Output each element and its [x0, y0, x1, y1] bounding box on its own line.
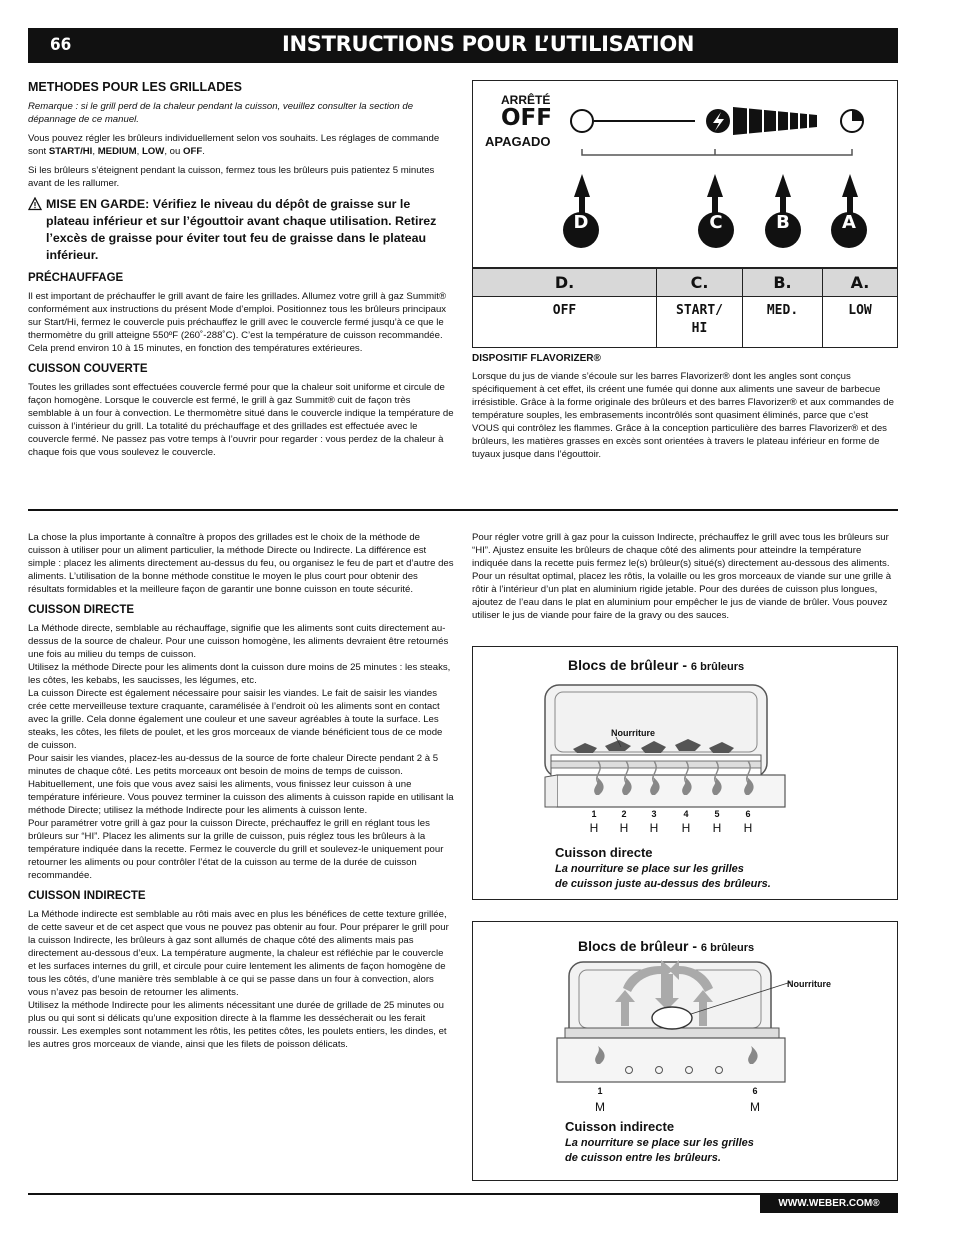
indirect-setup-text: Pour régler votre grill à gaz pour la cuisson Indirecte, préchauffez le grill avec tous les brûleurs sur “HI”. Ajustez ensuite les brûleurs de chaque côté des aliments pour atteindre la température indiquée dans la recette puis fermez le(s) brûleur(s) situé(s) directement au-dessous des aliments. Pour un résultat optimal, placez les rôtis, la volaille ou les gros morceaux de viande sur une grille à rôtir à l’intérieur d’un plat en aluminium rigide jetable. Pour des durées de cuisson plus longues, ajoutez de l’eau dans le plat en aluminium pour empêcher le jus de viande de brûler. Vous pouvez utiliser le jus de viande pour faire de la gravy ou des sauces.: [472, 532, 892, 621]
burners-out-paragraph: Si les brûleurs s’éteignent pendant la cuisson, fermez tous les brûleurs puis patientez 5 minutes avant de les rallumer.: [28, 165, 435, 189]
burner-settings-paragraph: Vous pouvez régler les brûleurs individuellement selon vos souhaits. Les réglages de commande sont START/HI, MEDIUM, LOW, ou OFF.: [28, 133, 440, 157]
table-header-a: A.: [823, 269, 898, 297]
table-cell-d: OFF: [473, 297, 657, 348]
direct-burner-6: 6: [745, 809, 751, 819]
table-header-d: D.: [473, 269, 657, 297]
indirect-cooking-diagram: [472, 921, 898, 1181]
indirect-setting-1: M: [595, 1100, 605, 1114]
cooking-methods-section: [28, 531, 454, 1057]
grilling-methods-heading: METHODES POUR LES GRILLADES: [28, 80, 242, 94]
direct-burner-1: 1: [591, 809, 597, 819]
indirect-subcaption-1: La nourriture se place sur les grilles: [565, 1137, 754, 1149]
footer-url[interactable]: WWW.WEBER.COM®: [760, 1195, 898, 1213]
table-row: [473, 297, 898, 348]
indirect-cooking-text: La Méthode indirecte est semblable au rôti mais avec en plus les bénéfices de cette texture grillée, de cette saveur et de cet aspect que vous ne pouvez pas obtenir au four. Pour préparer le grill pour la cuisson Indirecte, les brûleurs à gaz sont allumés de chaque côté des aliments mais pas directement au-dessous d’eux. La température augmente, la chaleur est réfléchie par le couvercle et les surfaces internes du grill, et circule pour cuire lentement les aliments de façon homogène de tous les côtés, d’une manière très semblable à ce qui se passe dans un four à convection, alors vous n’avez pas besoin de retourner les aliments. Utilisez la méthode Indirecte pour les aliments nécessitant une durée de grillade de 25 minutes ou plus ou qui sont si délicats qu’une exposition directe à la flamme les dessécherait ou les ferait roussir. Les exemples sont notamment les rôtis, les petites côtes, les poulets entiers, les dindes, et les autres gros morceaux de viande, ainsi que les filets de poisson délicats.: [28, 909, 449, 1050]
direct-subcaption-2: de cuisson juste au-dessus des brûleurs.: [555, 878, 771, 890]
direct-food-label: Nourriture: [611, 728, 656, 738]
flavorizer-section: [472, 353, 898, 467]
marker-c-label: C: [709, 212, 723, 233]
warning-text: MISE EN GARDE: Vérifiez le niveau du dépôt de graisse sur le plateau inférieur et sur l’égouttoir avant chaque utilisation. Retirez l’excès de graisse pour éviter tout feu de graisse dans le plateau inférieur.: [46, 197, 437, 262]
control-settings-table: [472, 268, 898, 348]
page-number: 66: [50, 35, 72, 55]
direct-setting-1: H: [589, 821, 599, 835]
control-knob-illustration: [472, 80, 898, 268]
apagado-label: APAGADO: [485, 134, 551, 149]
methods-intro: La chose la plus importante à connaître à propos des grillades est le choix de la méthode de cuisson à utiliser pour un aliment particulier, la méthode Directe ou Indirecte. La différence est simple : placez les aliments directement au-dessus du feu, ou organisez le feu de part et d’autre des aliments. L’utilisation de la bonne méthode constitue le moyen le plus court pour obtenir des résultats formidables et la meilleure façon de garantir une bonne cuisson en toute sécurité.: [28, 532, 454, 595]
marker-b-label: B: [776, 212, 790, 233]
off-label: OFF: [501, 105, 552, 131]
direct-setting-5: H: [712, 821, 722, 835]
table-cell-a: LOW: [823, 297, 898, 348]
indirect-diagram-title: Blocs de brûleur - 6 brûleurs: [578, 938, 755, 954]
indirect-setting-6: M: [750, 1100, 760, 1114]
covered-cooking-heading: CUISSON COUVERTE: [28, 363, 148, 375]
header-bar: [28, 28, 898, 63]
direct-burner-2: 2: [621, 809, 627, 819]
direct-setting-3: H: [649, 821, 659, 835]
direct-subcaption-1: La nourriture se place sur les grilles: [555, 863, 744, 875]
direct-burner-4: 4: [683, 809, 689, 819]
direct-setting-6: H: [743, 821, 753, 835]
grease-warning: [28, 196, 454, 264]
marker-d-label: D: [573, 212, 589, 233]
direct-burner-3: 3: [651, 809, 657, 819]
marker-a-label: A: [842, 212, 856, 233]
direct-cooking-diagram: [472, 646, 898, 900]
warning-icon: [28, 197, 42, 211]
preheat-text: Il est important de préchauffer le grill avant de faire les grillades. Allumez votre grill à gaz Summit® conformément aux instructions du présent Mode d’emploi. Positionnez tous les brûleurs principaux sur Start/Hi, fermez le couvercle puis préchauffez le grill avec le couvercle fermé jusqu’à ce que le thermomètre du grill atteigne 550ºF (260˚-288˚C). C’est la température de cuisson recommandée. Cela prend environ 10 à 15 minutes, en fonction des températures extérieures.: [28, 291, 447, 354]
table-header-row: [473, 269, 898, 297]
flavorizer-text: Lorsque du jus de viande s’écoule sur les barres Flavorizer® dont les angles sont conçus spécifiquement à cet effet, ils créent une fumée qui donne aux aliments une saveur de barbecue irrésistible. Grâce à la forme originale des brûleurs et des barres Flavorizer® et aux commandes de température souples, les embrasements incontrôlés sont quasiment éliminés, parce que c’est VOUS qui contrôlez les flammes. Grâce à la conception particulière des barres Flavorizer® et des brûleurs, les matières grasses en excès sont orientées à travers le plateau inférieur en forme de tuyaux jusque dans l’égouttoir.: [472, 371, 894, 460]
indirect-subcaption-2: de cuisson entre les brûleurs.: [565, 1152, 721, 1164]
grilling-methods-section: [28, 80, 454, 465]
direct-burner-5: 5: [714, 809, 720, 819]
direct-diagram-title: Blocs de brûleur - 6 brûleurs: [568, 657, 745, 673]
table-cell-c: START/ HI: [657, 297, 743, 348]
page-title: INSTRUCTIONS POUR L’UTILISATION: [282, 32, 695, 56]
direct-cooking-heading: CUISSON DIRECTE: [28, 604, 135, 616]
indirect-burner-1: 1: [597, 1086, 603, 1096]
table-header-c: C.: [657, 269, 743, 297]
indirect-cooking-heading: CUISSON INDIRECTE: [28, 890, 146, 902]
direct-caption: Cuisson directe: [555, 845, 653, 860]
direct-setting-2: H: [619, 821, 629, 835]
direct-setting-4: H: [681, 821, 691, 835]
table-header-b: B.: [743, 269, 823, 297]
indirect-setup-section: [472, 531, 898, 628]
covered-cooking-text: Toutes les grillades sont effectuées couvercle fermé pour que la chaleur soit uniforme et circule de façon homogène. Lorsque le couvercle est fermé, le grill à gaz Summit® cuit de façon très semblable à un four à convection. Le thermomètre situé dans le couvercle indique la température de cuisson à l’intérieur du grill. La totalité du préchauffage et des grillades est effectuée avec le couvercle fermé. Ne passez pas votre temps à l’ouvrir pour regarder : vous perdez de la chaleur à chaque fois que vous soulevez le couvercle.: [28, 382, 454, 458]
table-cell-b: MED.: [743, 297, 823, 348]
indirect-food-label: Nourriture: [787, 979, 832, 989]
indirect-caption: Cuisson indirecte: [565, 1119, 675, 1134]
direct-cooking-text: La Méthode directe, semblable au réchauffage, signifie que les aliments sont cuits directement au-dessus de la source de chaleur. Pour une cuisson homogène, les aliments devraient être retournés une fois au milieu du temps de cuisson. Utilisez la méthode Directe pour les aliments dont la cuisson dure moins de 25 minutes : les steaks, les côtes, les kebabs, les saucisses, les légumes, etc. La cuisson Directe est également nécessaire pour saisir les viandes. Le fait de saisir les viandes crée cette merveilleuse texture craquante, caramélisée à l’endroit où les aliments sont en contact avec la grille. Cela donne également une couleur et une saveur agréables à toute la surface. Les steaks, les côtes, les filets de poulet, et les gros morceaux de viande bénéficient tous de ce mode de cuisson. Pour saisir les viandes, placez-les au-dessus de la source de forte chaleur Directe pendant 2 à 5 minutes de chaque côté. Les petits morceaux ont besoin de moins de temps de cuisson. Habituellement, une fois que vous avez saisi les aliments, vous finissez leur cuisson à une température inférieure. Vous pouvez terminer la cuisson des aliments à cuisson rapide en utilisant la méthode Directe; utilisez la méthode Indirecte pour les aliments à cuisson lente. Pour paramétrer votre grill à gaz pour la cuisson Directe, préchauffez le grill en réglant tous les brûleurs sur “HI”. Placez les aliments sur la grille de cuisson, puis réglez tous les brûleurs à la température indiquée dans la recette. Fermez le couvercle du grill et soulevez-le uniquement pour retourner les aliments ou pour contrôler l’état de la cuisson au terme de la durée de cuisson recommandée.: [28, 623, 454, 881]
preheat-heading: PRÉCHAUFFAGE: [28, 272, 124, 284]
heat-loss-note: Remarque : si le grill perd de la chaleur pendant la cuisson, veuillez consulter la section de dépannage de ce manuel.: [28, 101, 414, 125]
arrete-label: ARRÊTÉ: [501, 93, 551, 107]
indirect-burner-6: 6: [752, 1086, 758, 1096]
flavorizer-heading: DISPOSITIF FLAVORIZER®: [472, 353, 601, 364]
section-divider: [28, 509, 898, 511]
